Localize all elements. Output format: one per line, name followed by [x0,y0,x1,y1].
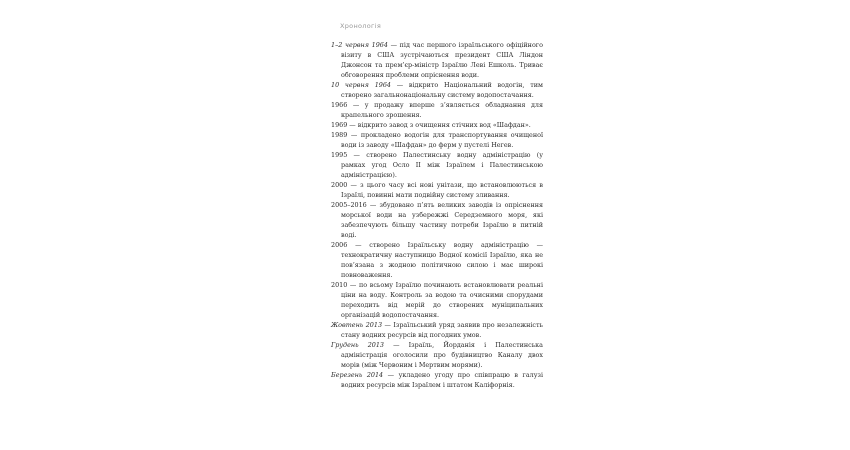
entry-date: 1989 [331,131,348,139]
chronology-entry [331,320,543,340]
entry-text: — з цього часу всі нові унітази, що встановлюються в Ізраїлі, повинні мати подвійну систему зливання. [341,181,543,199]
chronology-entry [331,130,543,150]
entry-date: 2006 [331,241,348,249]
entry-date: 2010 [331,281,348,289]
entry-text: — Ізраїльський уряд заявив про незалежність стану водних ресурсів від погодних умов. [341,321,543,339]
chronology-entry [331,150,543,180]
running-title: Хронологія [340,22,382,30]
entry-text: — створено Ізраїльську водну адміністрацію — технократичну наступницю Водної комісії Ізраїлю, яка не пов’язана з жодною політичною силою і має широкі повноваження. [341,241,543,279]
chronology-entry [331,180,543,200]
entry-text: — по всьому Ізраїлю починають встановлювати реальні ціни на воду. Контроль за водою та очисними спорудами переходить від мерій до створених муніципальних організацій водопостачання. [341,281,543,319]
entry-date: 1966 [331,101,348,109]
chronology-entry [331,340,543,370]
entry-text: — у продажу вперше з’являється обладнання для крапельного зрошення. [341,101,543,119]
chronology-entry [331,80,543,100]
chronology-entry [331,120,543,130]
entry-text: — укладено угоду про співпрацю в галузі водних ресурсів між Ізраїлем і штатом Каліфорнія. [341,371,544,389]
chronology-entry [331,200,543,240]
entry-text: — під час першого ізраїльського офіційного візиту в США зустрічаються президент США Ліндон Джонсон та прем’єр-міністр Ізраїлю Леві Ешколь. Триває обговорення проблеми опріснення води. [341,41,543,79]
entry-date: 1969 [331,121,348,129]
chronology-entry [331,40,543,80]
entry-date: 1–2 червня 1964 [331,41,388,49]
chronology-entry [331,370,543,390]
entry-date: 2005–2016 [331,201,367,209]
entry-date: 2000 [331,181,348,189]
entry-text: — відкрито завод з очищення стічних вод «Шафдан». [347,121,531,129]
chronology-entry [331,240,543,280]
chronology-entry [331,280,543,320]
entry-text: — створено Палестинську водну адміністрацію (у рамках угод Осло II між Ізраїлем і Палестинською адміністрацією). [341,151,543,179]
entry-date: Березень 2014 [331,371,384,379]
entry-text: — відкрито Національний водогін, тим створено загальнонаціональну систему водопостачання. [341,81,543,99]
entry-text: — збудовано п’ять великих заводів із опріснення морської води на узбережжі Середземного моря, які забезпечують більшу частину потреби Ізраїлю в питній воді. [341,201,543,239]
entry-date: Жовтень 2013 [331,321,383,329]
chronology-list [331,40,543,390]
entry-date: 1995 [331,151,348,159]
entry-text: — Ізраїль, Йорданія і Палестинська адміністрація оголосили про будівництво Каналу двох морів (між Червоним і Мертвим морями). [341,341,543,369]
entry-date: Грудень 2013 [331,341,384,349]
entry-date: 10 червня 1964 [331,81,391,89]
chronology-entry [331,100,543,120]
entry-text: — прокладено водогін для транспортування очищеної води із заводу «Шафдан» до ферм у пустелі Негев. [341,131,543,149]
